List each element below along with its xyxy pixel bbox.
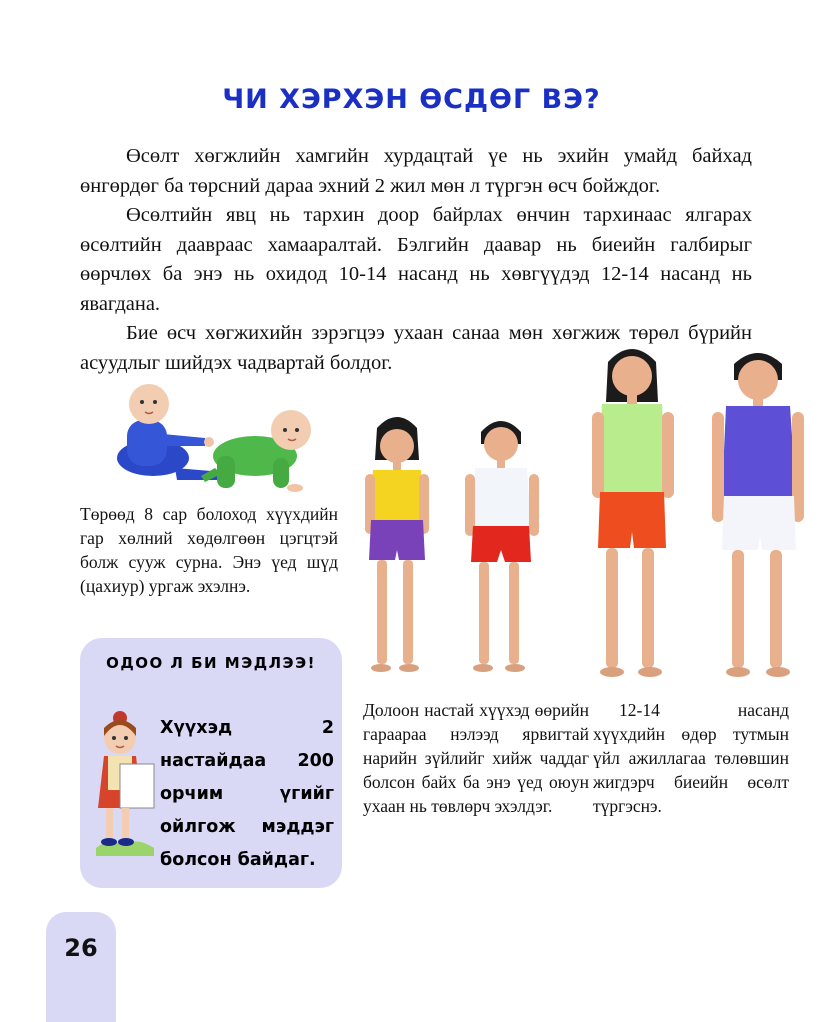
callout-heading: ОДОО Л БИ МЭДЛЭЭ! (106, 654, 316, 672)
paragraph: Бие өсч хөгжихийн зэрэгцээ ухаан санаа мөн хөгжиж төрөл бүрийн асуудлыг шийдэх чадвартай болдог. (80, 322, 752, 374)
caption-seven-year-old: Долоон настай хүүхэд өөрийн гараараа нэлээд ярвигтай нарийн зүйлийг хийж чаддаг болсон байх ба энэ үед оюун ухаан нь төвлөрч эхэлдэг. (363, 700, 589, 816)
callout-text: Хүүхэд 2 настайдаа 200 орчим үгийг ойлгож мэддэг болсон байдаг. (160, 718, 334, 870)
page-number: 26 (64, 934, 98, 962)
paragraph: Өсөлтийн явц нь тархин доор байрлах өнчин тархинаас ялгарах өсөлтийн дааврaас хамааралтай. Бэлгийн даавар нь биеийн галбирыг өөрчлөх ба энэ нь охидод 10-14 насанд нь хөвгүүдэд 12-14 насанд нь явагдана. (80, 204, 752, 315)
page-title: ЧИ ХЭРХЭН ӨСДӨГ ВЭ? (222, 84, 601, 115)
caption-teenager: 12-14 насанд хүүхдийн өдөр тутмын үйл ажиллагаа төлөвшин жигдэрч биеийн өсөлт түргэснэ. (593, 700, 789, 816)
caption-baby: Төрөөд 8 сар болоход хүүхдийн гар хөлний хөдөлгөөн цэгцтэй болж сууж сурна. Энэ үед шүд (цахиур) ургаж эхэлнэ. (80, 504, 338, 596)
teenagers-illustration (590, 342, 810, 680)
babies-illustration (105, 376, 315, 496)
page-number-tab (46, 912, 116, 1022)
girl-with-sign-illustration (90, 708, 160, 868)
fact-callout (80, 638, 342, 888)
paragraph: Өсөлт хөгжлийн хамгийн хурдацтай үе нь эхийн умайд байхад өнгөрдөг ба төрсний дараа эхний 2 жил мөн л түргэн өсч бойждог. (80, 145, 752, 197)
children-illustration (365, 410, 545, 680)
